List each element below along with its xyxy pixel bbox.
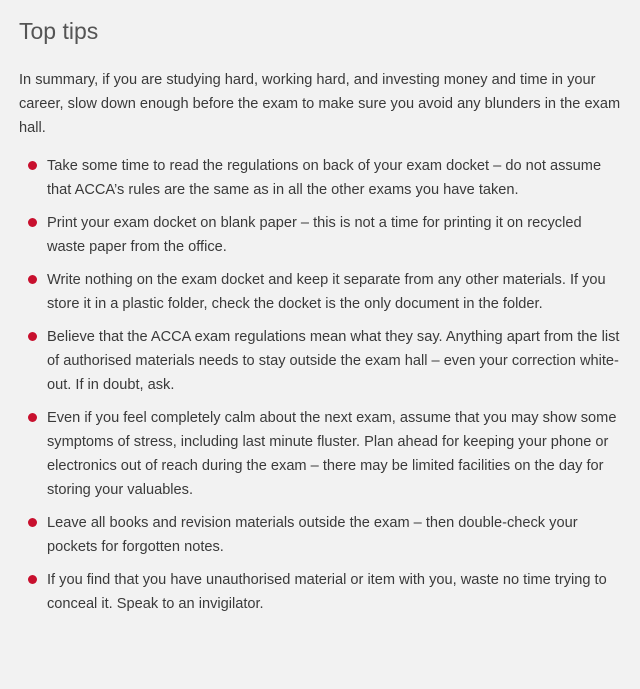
bullet-icon bbox=[28, 275, 37, 284]
list-item bbox=[19, 568, 623, 616]
list-item bbox=[19, 511, 623, 559]
article-section bbox=[19, 14, 623, 625]
section-title: Top tips bbox=[19, 18, 99, 44]
tip-text: Believe that the ACCA exam regulations mean what they say. Anything apart from the list of authorised materials needs to stay outside the exam hall – even your correction white-out. If in doubt, ask. bbox=[47, 329, 620, 393]
bullet-icon bbox=[28, 575, 37, 584]
bullet-icon bbox=[28, 332, 37, 341]
bullet-icon bbox=[28, 161, 37, 170]
tip-text: Even if you feel completely calm about the next exam, assume that you may show some symptoms of stress, including last minute fluster. Plan ahead for keeping your phone or electronics out of reach during the exam – there may be limited facilities on the day for storing your valuables. bbox=[47, 410, 617, 498]
bullet-icon bbox=[28, 518, 37, 527]
bullet-icon bbox=[28, 413, 37, 422]
tip-text: Leave all books and revision materials outside the exam – then double-check your pockets for forgotten notes. bbox=[47, 515, 578, 555]
list-item bbox=[19, 406, 623, 502]
bullet-icon bbox=[28, 218, 37, 227]
list-item bbox=[19, 211, 623, 259]
list-item bbox=[19, 325, 623, 397]
tip-text: Take some time to read the regulations on back of your exam docket – do not assume that ACCA’s rules are the same as in all the other exams you have taken. bbox=[47, 158, 602, 198]
list-item bbox=[19, 268, 623, 316]
list-item bbox=[19, 154, 623, 202]
tip-text: Print your exam docket on blank paper – this is not a time for printing it on recycled waste paper from the office. bbox=[47, 215, 582, 255]
tips-list bbox=[19, 154, 623, 616]
tip-text: If you find that you have unauthorised material or item with you, waste no time trying to conceal it. Speak to an invigilator. bbox=[47, 572, 607, 612]
tip-text: Write nothing on the exam docket and keep it separate from any other materials. If you store it in a plastic folder, check the docket is the only document in the folder. bbox=[47, 272, 606, 312]
intro-paragraph: In summary, if you are studying hard, working hard, and investing money and time in your career, slow down enough before the exam to make sure you avoid any blunders in the exam hall. bbox=[19, 72, 621, 136]
